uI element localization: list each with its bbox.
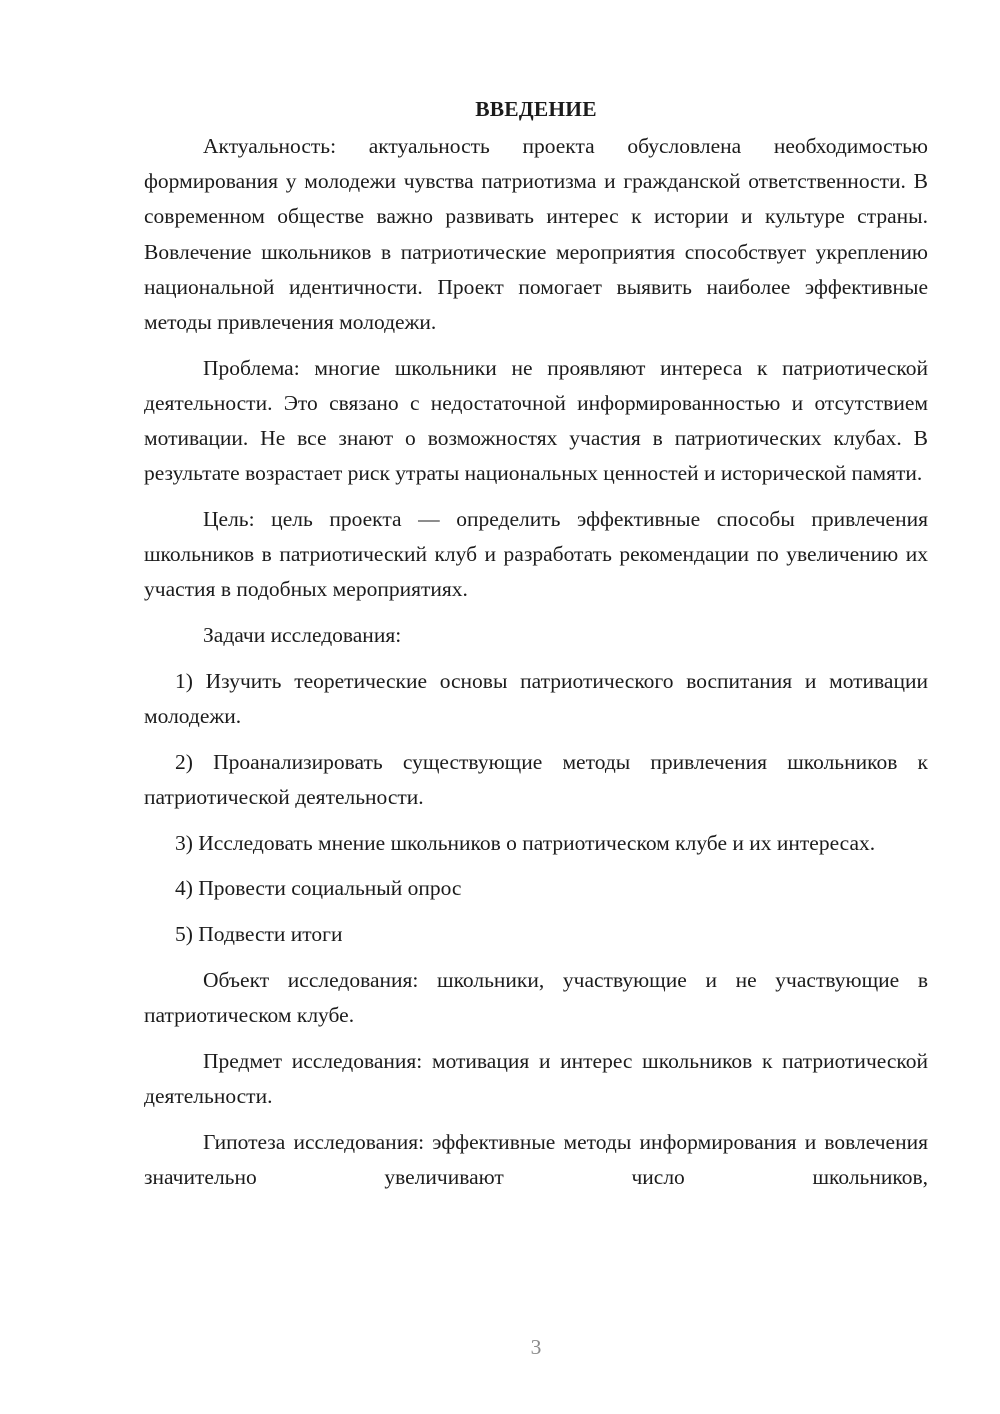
hypothesis-paragraph: Гипотеза исследования: эффективные методы информирования и вовлечения значительно увеличивают число школьников, xyxy=(144,1129,928,1189)
problem-paragraph: Проблема: многие школьники не проявляют интереса к патриотической деятельности. Это связано с недостаточной информированностью и отсутствием мотивации. Не все знают о возможностях участия в патриотических клубах. В результате возрастает риск утраты национальных ценностей и исторической памяти. xyxy=(144,355,928,486)
task-item-4: 4) Провести социальный опрос xyxy=(175,876,462,901)
subject-paragraph: Предмет исследования: мотивация и интерес школьников к патриотической деятельности. xyxy=(144,1048,928,1108)
task-item-5: 5) Подвести итоги xyxy=(175,922,343,947)
tasks-heading: Задачи исследования: xyxy=(203,623,402,648)
page-content xyxy=(144,92,928,1195)
task-item-2: 2) Проанализировать существующие методы привлечения школьников к патриотической деятельности. xyxy=(144,749,928,809)
goal-paragraph: Цель: цель проекта — определить эффективные способы привлечения школьников в патриотический клуб и разработать рекомендации по увеличению их участия в подобных мероприятиях. xyxy=(144,507,928,602)
page-number: 3 xyxy=(530,1335,542,1359)
object-paragraph: Объект исследования: школьники, участвующие и не участвующие в патриотическом клубе. xyxy=(144,967,928,1027)
task-item-3: 3) Исследовать мнение школьников о патриотическом клубе и их интересах. xyxy=(175,830,876,855)
section-title: ВВЕДЕНИЕ xyxy=(475,97,597,121)
task-item-1: 1) Изучить теоретические основы патриотического воспитания и мотивации молодежи. xyxy=(144,668,928,729)
relevance-paragraph: Актуальность: актуальность проекта обусловлена необходимостью формирования у молодежи чувства патриотизма и гражданской ответственности. В современном обществе важно развивать интерес к истории и культуре страны. Вовлечение школьников в патриотические мероприятия способствует укреплению национальной идентичности. Проект помогает выявить наиболее эффективные методы привлечения молодежи. xyxy=(144,134,928,335)
